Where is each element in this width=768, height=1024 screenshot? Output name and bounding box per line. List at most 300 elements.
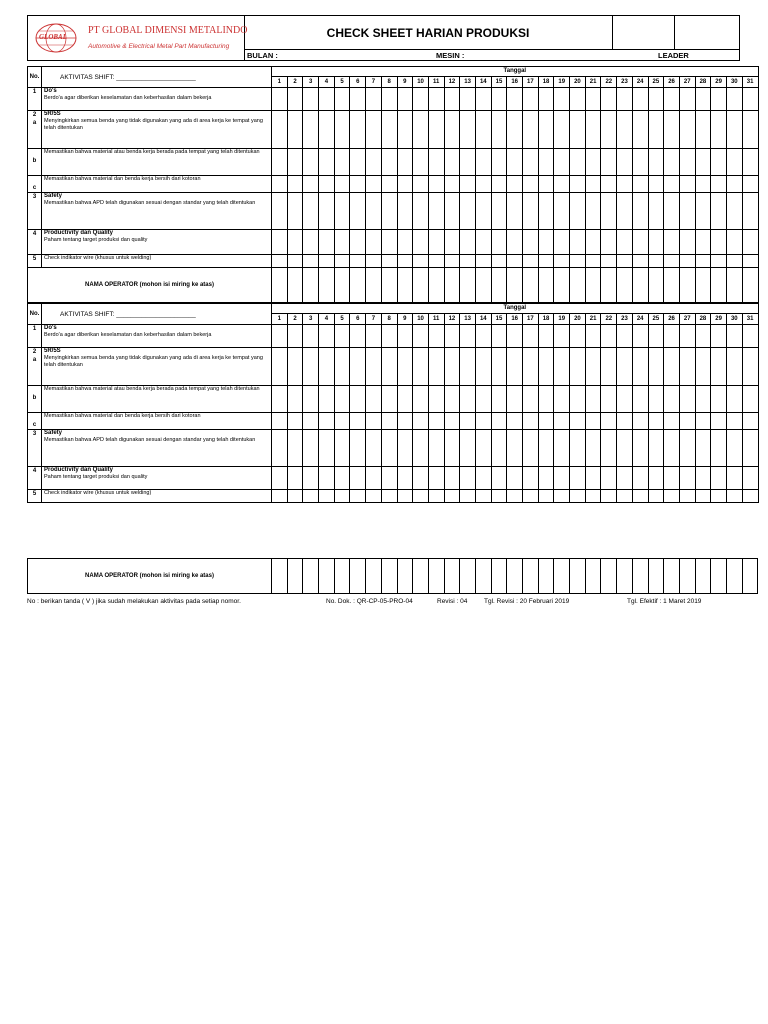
check-cell[interactable] (366, 255, 382, 268)
check-cell[interactable] (334, 490, 350, 503)
check-cell[interactable] (554, 386, 570, 413)
check-cell[interactable] (554, 559, 570, 594)
check-cell[interactable] (272, 268, 288, 303)
check-cell[interactable] (648, 193, 664, 230)
check-cell[interactable] (679, 193, 695, 230)
check-cell[interactable] (726, 193, 742, 230)
check-cell[interactable] (460, 255, 476, 268)
check-cell[interactable] (397, 149, 413, 176)
check-cell[interactable] (601, 255, 617, 268)
check-cell[interactable] (742, 325, 758, 348)
check-cell[interactable] (287, 88, 303, 111)
check-cell[interactable] (287, 386, 303, 413)
check-cell[interactable] (632, 268, 648, 303)
check-cell[interactable] (523, 348, 539, 386)
check-cell[interactable] (444, 268, 460, 303)
check-cell[interactable] (711, 268, 727, 303)
check-cell[interactable] (397, 111, 413, 149)
check-cell[interactable] (507, 430, 523, 467)
check-cell[interactable] (428, 193, 444, 230)
check-cell[interactable] (381, 88, 397, 111)
check-cell[interactable] (475, 559, 491, 594)
check-cell[interactable] (397, 268, 413, 303)
check-cell[interactable] (601, 430, 617, 467)
check-cell[interactable] (303, 490, 319, 503)
check-cell[interactable] (570, 490, 586, 503)
check-cell[interactable] (272, 88, 288, 111)
check-cell[interactable] (585, 111, 601, 149)
check-cell[interactable] (475, 430, 491, 467)
check-cell[interactable] (632, 88, 648, 111)
check-cell[interactable] (381, 348, 397, 386)
check-cell[interactable] (444, 467, 460, 490)
check-cell[interactable] (475, 467, 491, 490)
check-cell[interactable] (334, 255, 350, 268)
check-cell[interactable] (679, 230, 695, 255)
check-cell[interactable] (648, 348, 664, 386)
check-cell[interactable] (366, 149, 382, 176)
check-cell[interactable] (679, 111, 695, 149)
check-cell[interactable] (554, 193, 570, 230)
check-cell[interactable] (272, 111, 288, 149)
check-cell[interactable] (601, 386, 617, 413)
check-cell[interactable] (413, 193, 429, 230)
check-cell[interactable] (554, 255, 570, 268)
check-cell[interactable] (350, 193, 366, 230)
check-cell[interactable] (585, 255, 601, 268)
check-cell[interactable] (507, 559, 523, 594)
check-cell[interactable] (632, 325, 648, 348)
check-cell[interactable] (460, 348, 476, 386)
check-cell[interactable] (538, 111, 554, 149)
check-cell[interactable] (366, 230, 382, 255)
check-cell[interactable] (742, 193, 758, 230)
check-cell[interactable] (350, 386, 366, 413)
check-cell[interactable] (397, 490, 413, 503)
check-cell[interactable] (507, 230, 523, 255)
check-cell[interactable] (538, 467, 554, 490)
check-cell[interactable] (742, 490, 758, 503)
check-cell[interactable] (319, 255, 335, 268)
check-cell[interactable] (554, 111, 570, 149)
check-cell[interactable] (664, 111, 680, 149)
check-cell[interactable] (554, 230, 570, 255)
check-cell[interactable] (585, 430, 601, 467)
check-cell[interactable] (695, 230, 711, 255)
check-cell[interactable] (523, 325, 539, 348)
check-cell[interactable] (664, 559, 680, 594)
check-cell[interactable] (287, 430, 303, 467)
check-cell[interactable] (507, 149, 523, 176)
check-cell[interactable] (726, 255, 742, 268)
check-cell[interactable] (695, 255, 711, 268)
check-cell[interactable] (570, 386, 586, 413)
check-cell[interactable] (350, 490, 366, 503)
check-cell[interactable] (742, 176, 758, 193)
check-cell[interactable] (695, 193, 711, 230)
check-cell[interactable] (491, 149, 507, 176)
check-cell[interactable] (632, 348, 648, 386)
check-cell[interactable] (397, 559, 413, 594)
check-cell[interactable] (679, 348, 695, 386)
check-cell[interactable] (711, 149, 727, 176)
check-cell[interactable] (444, 325, 460, 348)
check-cell[interactable] (272, 193, 288, 230)
check-cell[interactable] (726, 386, 742, 413)
check-cell[interactable] (523, 467, 539, 490)
check-cell[interactable] (287, 490, 303, 503)
check-cell[interactable] (711, 430, 727, 467)
check-cell[interactable] (585, 230, 601, 255)
check-cell[interactable] (617, 149, 633, 176)
check-cell[interactable] (334, 559, 350, 594)
check-cell[interactable] (695, 268, 711, 303)
check-cell[interactable] (570, 230, 586, 255)
check-cell[interactable] (554, 413, 570, 430)
check-cell[interactable] (538, 149, 554, 176)
check-cell[interactable] (381, 193, 397, 230)
check-cell[interactable] (742, 88, 758, 111)
check-cell[interactable] (570, 255, 586, 268)
check-cell[interactable] (570, 559, 586, 594)
check-cell[interactable] (350, 467, 366, 490)
check-cell[interactable] (507, 193, 523, 230)
check-cell[interactable] (679, 559, 695, 594)
check-cell[interactable] (664, 413, 680, 430)
check-cell[interactable] (428, 348, 444, 386)
check-cell[interactable] (413, 430, 429, 467)
check-cell[interactable] (366, 268, 382, 303)
check-cell[interactable] (617, 176, 633, 193)
check-cell[interactable] (444, 230, 460, 255)
check-cell[interactable] (601, 88, 617, 111)
check-cell[interactable] (617, 268, 633, 303)
check-cell[interactable] (350, 88, 366, 111)
check-cell[interactable] (397, 193, 413, 230)
check-cell[interactable] (303, 430, 319, 467)
check-cell[interactable] (585, 176, 601, 193)
check-cell[interactable] (444, 430, 460, 467)
check-cell[interactable] (585, 467, 601, 490)
check-cell[interactable] (554, 490, 570, 503)
check-cell[interactable] (381, 255, 397, 268)
check-cell[interactable] (570, 176, 586, 193)
check-cell[interactable] (538, 176, 554, 193)
check-cell[interactable] (664, 386, 680, 413)
check-cell[interactable] (428, 386, 444, 413)
check-cell[interactable] (648, 111, 664, 149)
check-cell[interactable] (632, 193, 648, 230)
check-cell[interactable] (303, 348, 319, 386)
check-cell[interactable] (444, 176, 460, 193)
check-cell[interactable] (523, 559, 539, 594)
check-cell[interactable] (554, 149, 570, 176)
check-cell[interactable] (726, 413, 742, 430)
check-cell[interactable] (711, 111, 727, 149)
check-cell[interactable] (334, 149, 350, 176)
check-cell[interactable] (538, 348, 554, 386)
check-cell[interactable] (334, 467, 350, 490)
check-cell[interactable] (585, 268, 601, 303)
check-cell[interactable] (554, 176, 570, 193)
check-cell[interactable] (679, 467, 695, 490)
check-cell[interactable] (319, 386, 335, 413)
check-cell[interactable] (742, 386, 758, 413)
check-cell[interactable] (272, 176, 288, 193)
check-cell[interactable] (475, 149, 491, 176)
check-cell[interactable] (726, 430, 742, 467)
check-cell[interactable] (381, 467, 397, 490)
check-cell[interactable] (350, 430, 366, 467)
check-cell[interactable] (460, 325, 476, 348)
check-cell[interactable] (350, 413, 366, 430)
check-cell[interactable] (334, 268, 350, 303)
check-cell[interactable] (742, 348, 758, 386)
check-cell[interactable] (601, 193, 617, 230)
check-cell[interactable] (319, 193, 335, 230)
check-cell[interactable] (460, 386, 476, 413)
check-cell[interactable] (742, 230, 758, 255)
check-cell[interactable] (334, 88, 350, 111)
check-cell[interactable] (366, 176, 382, 193)
check-cell[interactable] (319, 268, 335, 303)
check-cell[interactable] (303, 111, 319, 149)
check-cell[interactable] (507, 467, 523, 490)
check-cell[interactable] (491, 111, 507, 149)
check-cell[interactable] (413, 490, 429, 503)
check-cell[interactable] (413, 268, 429, 303)
check-cell[interactable] (366, 490, 382, 503)
check-cell[interactable] (507, 413, 523, 430)
check-cell[interactable] (570, 111, 586, 149)
check-cell[interactable] (381, 386, 397, 413)
check-cell[interactable] (444, 193, 460, 230)
check-cell[interactable] (350, 559, 366, 594)
check-cell[interactable] (319, 111, 335, 149)
check-cell[interactable] (303, 413, 319, 430)
check-cell[interactable] (272, 348, 288, 386)
check-cell[interactable] (585, 88, 601, 111)
check-cell[interactable] (381, 413, 397, 430)
check-cell[interactable] (695, 559, 711, 594)
check-cell[interactable] (460, 430, 476, 467)
check-cell[interactable] (413, 386, 429, 413)
check-cell[interactable] (491, 88, 507, 111)
check-cell[interactable] (523, 149, 539, 176)
check-cell[interactable] (679, 386, 695, 413)
check-cell[interactable] (444, 386, 460, 413)
check-cell[interactable] (664, 268, 680, 303)
check-cell[interactable] (350, 268, 366, 303)
check-cell[interactable] (601, 325, 617, 348)
check-cell[interactable] (366, 348, 382, 386)
check-cell[interactable] (428, 430, 444, 467)
check-cell[interactable] (695, 348, 711, 386)
check-cell[interactable] (428, 88, 444, 111)
check-cell[interactable] (303, 467, 319, 490)
check-cell[interactable] (303, 230, 319, 255)
check-cell[interactable] (648, 490, 664, 503)
check-cell[interactable] (632, 413, 648, 430)
check-cell[interactable] (570, 268, 586, 303)
check-cell[interactable] (303, 149, 319, 176)
check-cell[interactable] (664, 88, 680, 111)
check-cell[interactable] (538, 193, 554, 230)
check-cell[interactable] (444, 255, 460, 268)
check-cell[interactable] (491, 176, 507, 193)
check-cell[interactable] (460, 111, 476, 149)
check-cell[interactable] (475, 386, 491, 413)
check-cell[interactable] (664, 176, 680, 193)
check-cell[interactable] (428, 149, 444, 176)
check-cell[interactable] (538, 430, 554, 467)
check-cell[interactable] (507, 255, 523, 268)
check-cell[interactable] (742, 467, 758, 490)
check-cell[interactable] (460, 149, 476, 176)
check-cell[interactable] (319, 467, 335, 490)
check-cell[interactable] (366, 111, 382, 149)
check-cell[interactable] (617, 255, 633, 268)
check-cell[interactable] (350, 149, 366, 176)
check-cell[interactable] (617, 193, 633, 230)
check-cell[interactable] (475, 230, 491, 255)
check-cell[interactable] (695, 149, 711, 176)
check-cell[interactable] (711, 386, 727, 413)
check-cell[interactable] (366, 430, 382, 467)
check-cell[interactable] (287, 230, 303, 255)
check-cell[interactable] (538, 490, 554, 503)
check-cell[interactable] (413, 176, 429, 193)
check-cell[interactable] (334, 230, 350, 255)
check-cell[interactable] (475, 348, 491, 386)
check-cell[interactable] (632, 111, 648, 149)
check-cell[interactable] (679, 325, 695, 348)
check-cell[interactable] (303, 193, 319, 230)
check-cell[interactable] (475, 255, 491, 268)
check-cell[interactable] (679, 255, 695, 268)
check-cell[interactable] (413, 559, 429, 594)
check-cell[interactable] (507, 348, 523, 386)
check-cell[interactable] (648, 230, 664, 255)
check-cell[interactable] (491, 348, 507, 386)
check-cell[interactable] (711, 490, 727, 503)
check-cell[interactable] (413, 413, 429, 430)
check-cell[interactable] (319, 149, 335, 176)
check-cell[interactable] (319, 176, 335, 193)
check-cell[interactable] (303, 255, 319, 268)
check-cell[interactable] (726, 268, 742, 303)
check-cell[interactable] (334, 111, 350, 149)
check-cell[interactable] (601, 413, 617, 430)
check-cell[interactable] (287, 348, 303, 386)
check-cell[interactable] (366, 413, 382, 430)
check-cell[interactable] (664, 255, 680, 268)
check-cell[interactable] (554, 467, 570, 490)
check-cell[interactable] (585, 193, 601, 230)
check-cell[interactable] (507, 111, 523, 149)
check-cell[interactable] (272, 230, 288, 255)
check-cell[interactable] (319, 559, 335, 594)
check-cell[interactable] (570, 149, 586, 176)
check-cell[interactable] (711, 88, 727, 111)
check-cell[interactable] (711, 348, 727, 386)
check-cell[interactable] (538, 255, 554, 268)
check-cell[interactable] (507, 176, 523, 193)
check-cell[interactable] (350, 348, 366, 386)
check-cell[interactable] (617, 348, 633, 386)
check-cell[interactable] (632, 176, 648, 193)
check-cell[interactable] (570, 348, 586, 386)
check-cell[interactable] (413, 111, 429, 149)
check-cell[interactable] (287, 193, 303, 230)
check-cell[interactable] (366, 325, 382, 348)
check-cell[interactable] (711, 193, 727, 230)
check-cell[interactable] (303, 559, 319, 594)
check-cell[interactable] (711, 467, 727, 490)
check-cell[interactable] (334, 413, 350, 430)
check-cell[interactable] (334, 348, 350, 386)
check-cell[interactable] (491, 255, 507, 268)
check-cell[interactable] (444, 348, 460, 386)
check-cell[interactable] (460, 490, 476, 503)
check-cell[interactable] (397, 255, 413, 268)
check-cell[interactable] (679, 490, 695, 503)
check-cell[interactable] (570, 413, 586, 430)
check-cell[interactable] (601, 149, 617, 176)
check-cell[interactable] (287, 255, 303, 268)
check-cell[interactable] (726, 490, 742, 503)
check-cell[interactable] (444, 88, 460, 111)
check-cell[interactable] (475, 490, 491, 503)
check-cell[interactable] (413, 348, 429, 386)
check-cell[interactable] (523, 193, 539, 230)
check-cell[interactable] (601, 467, 617, 490)
check-cell[interactable] (711, 325, 727, 348)
check-cell[interactable] (460, 413, 476, 430)
check-cell[interactable] (491, 490, 507, 503)
check-cell[interactable] (460, 467, 476, 490)
check-cell[interactable] (460, 230, 476, 255)
check-cell[interactable] (444, 413, 460, 430)
check-cell[interactable] (491, 386, 507, 413)
check-cell[interactable] (742, 413, 758, 430)
check-cell[interactable] (664, 325, 680, 348)
check-cell[interactable] (366, 467, 382, 490)
check-cell[interactable] (648, 325, 664, 348)
check-cell[interactable] (726, 348, 742, 386)
check-cell[interactable] (428, 176, 444, 193)
check-cell[interactable] (381, 111, 397, 149)
check-cell[interactable] (303, 88, 319, 111)
check-cell[interactable] (523, 268, 539, 303)
check-cell[interactable] (570, 88, 586, 111)
check-cell[interactable] (570, 325, 586, 348)
check-cell[interactable] (303, 176, 319, 193)
check-cell[interactable] (491, 430, 507, 467)
check-cell[interactable] (491, 193, 507, 230)
check-cell[interactable] (381, 268, 397, 303)
check-cell[interactable] (428, 325, 444, 348)
check-cell[interactable] (413, 467, 429, 490)
check-cell[interactable] (679, 176, 695, 193)
check-cell[interactable] (554, 348, 570, 386)
check-cell[interactable] (397, 88, 413, 111)
check-cell[interactable] (585, 413, 601, 430)
check-cell[interactable] (366, 386, 382, 413)
check-cell[interactable] (460, 88, 476, 111)
check-cell[interactable] (570, 430, 586, 467)
check-cell[interactable] (303, 325, 319, 348)
